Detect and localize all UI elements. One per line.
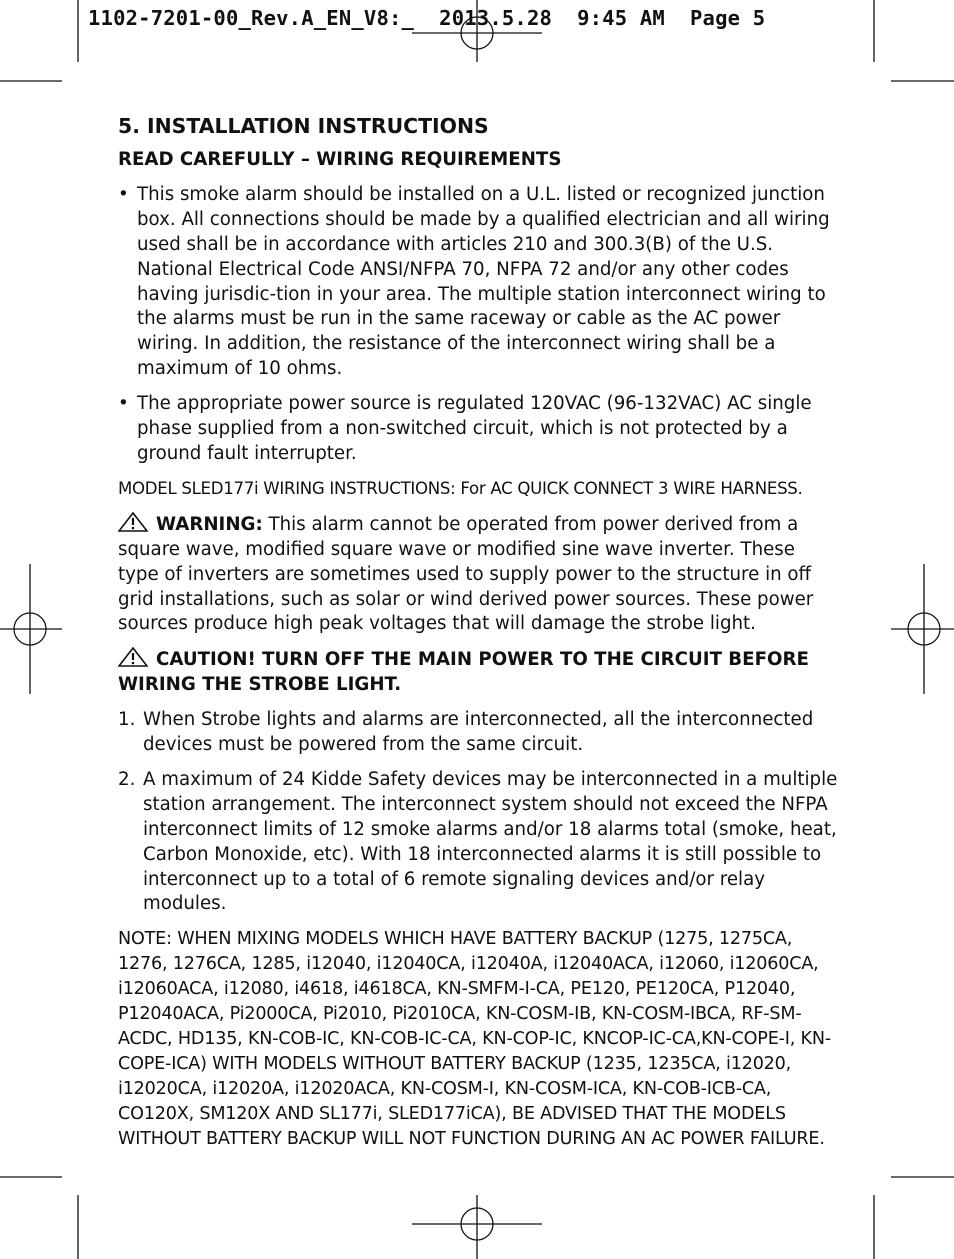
bullet-text: This smoke alarm should be installed on a U.L. listed or recognized junction box. All connections should be made by a qualified electrician and all wiring used shall be in accordance with articles 210 and 300.3(B) of the U.S. National Electrical Code ANSI/NFPA 70, NFPA 72 and/or any other codes having jurisdic-tion in your area. The multiple station interconnect wiring to the alarms must be run in the same raceway or cable as the AC power wiring. In addition, the resistance of the interconnect wiring shall be a maximum of 10 ohms. xyxy=(137,183,830,380)
page-content xyxy=(118,114,840,1152)
numbered-item xyxy=(118,708,840,758)
item-number: 1. xyxy=(118,709,136,731)
bullet-dot: • xyxy=(118,183,129,205)
bullet-dot: • xyxy=(118,393,129,415)
warning-label: WARNING: xyxy=(156,513,263,535)
numbered-item xyxy=(118,768,840,917)
warning-text: This alarm cannot be operated from power derived from a square wave, modified square wave or modified sine wave inverter. These type of inverters are sometimes used to supply power to the structure in off grid installations, such as solar or wind derived power sources. These power sources produce high peak voltages that will damage the strobe light. xyxy=(118,513,814,635)
caution-text: CAUTION! TURN OFF THE MAIN POWER TO THE CIRCUIT BEFORE WIRING THE STROBE LIGHT. xyxy=(118,649,809,696)
subheading: READ CAREFULLY – WIRING REQUIREMENTS xyxy=(118,149,562,170)
section-heading: 5. INSTALLATION INSTRUCTIONS xyxy=(118,114,489,138)
warning-triangle-icon xyxy=(118,512,148,532)
print-slug: 1102-7201-00_Rev.A_EN_V8:_ 2013.5.28 9:45 AM Page 5 xyxy=(88,6,766,30)
model-wiring-line: MODEL SLED177i WIRING INSTRUCTIONS: For AC QUICK CONNECT 3 WIRE HARNESS. xyxy=(118,478,803,498)
registration-mark-right xyxy=(891,564,954,694)
bullet-text: The appropriate power source is regulated 120VAC (96-132VAC) AC single phase supplied from a non-switched circuit, which is not protected by a ground fault interrupter. xyxy=(137,393,812,464)
bullet-item xyxy=(118,392,840,467)
caution-paragraph xyxy=(118,647,840,698)
warning-paragraph xyxy=(118,512,840,638)
bullet-item xyxy=(118,183,840,382)
item-text: When Strobe lights and alarms are interconnected, all the interconnected devices must be powered from the same circuit. xyxy=(143,709,814,756)
warning-triangle-icon xyxy=(118,647,148,667)
note-paragraph: NOTE: WHEN MIXING MODELS WHICH HAVE BATTERY BACKUP (1275, 1275CA, 1276, 1276CA, 1285, i12040, i12040CA, i12040A, i12040ACA, i12060, i12060CA, i12060ACA, i12080, i4618, i4618CA, KN-SMFM-I-CA, PE120, PE120CA, P12040, P12040ACA, Pi2000CA, Pi2010, Pi2010CA, KN-COSM-IB, KN-COSM-IBCA, RF-SM-ACDC, HD135, KN-COB-IC, KN-COB-IC-CA, KN-COP-IC, KNCOP-IC-CA,KN-COPE-I, KN-COPE-ICA) WITH MODELS WITHOUT BATTERY BACKUP (1235, 1235CA, i12020, i12020CA, i12020A, i12020ACA, KN-COSM-I, KN-COSM-ICA, KN-COB-ICB-CA, CO120X, SM120X AND SL177i, SLED177iCA), BE ADVISED THAT THE MODELS WITHOUT BATTERY BACKUP WILL NOT FUNCTION DURING AN AC POWER FAILURE. xyxy=(118,929,831,1149)
item-number: 2. xyxy=(118,768,136,790)
registration-mark-bottom xyxy=(412,1195,542,1259)
registration-mark-left xyxy=(0,564,62,694)
item-text: A maximum of 24 Kidde Safety devices may be interconnected in a multiple station arrangement. The interconnect system should not exceed the NFPA interconnect limits of 12 smoke alarms and/or 18 alarms total (smoke, heat, Carbon Monoxide, etc). With 18 interconnected alarms it is still possible to interconnect up to a total of 6 remote signaling devices and/or relay modules. xyxy=(143,768,838,915)
